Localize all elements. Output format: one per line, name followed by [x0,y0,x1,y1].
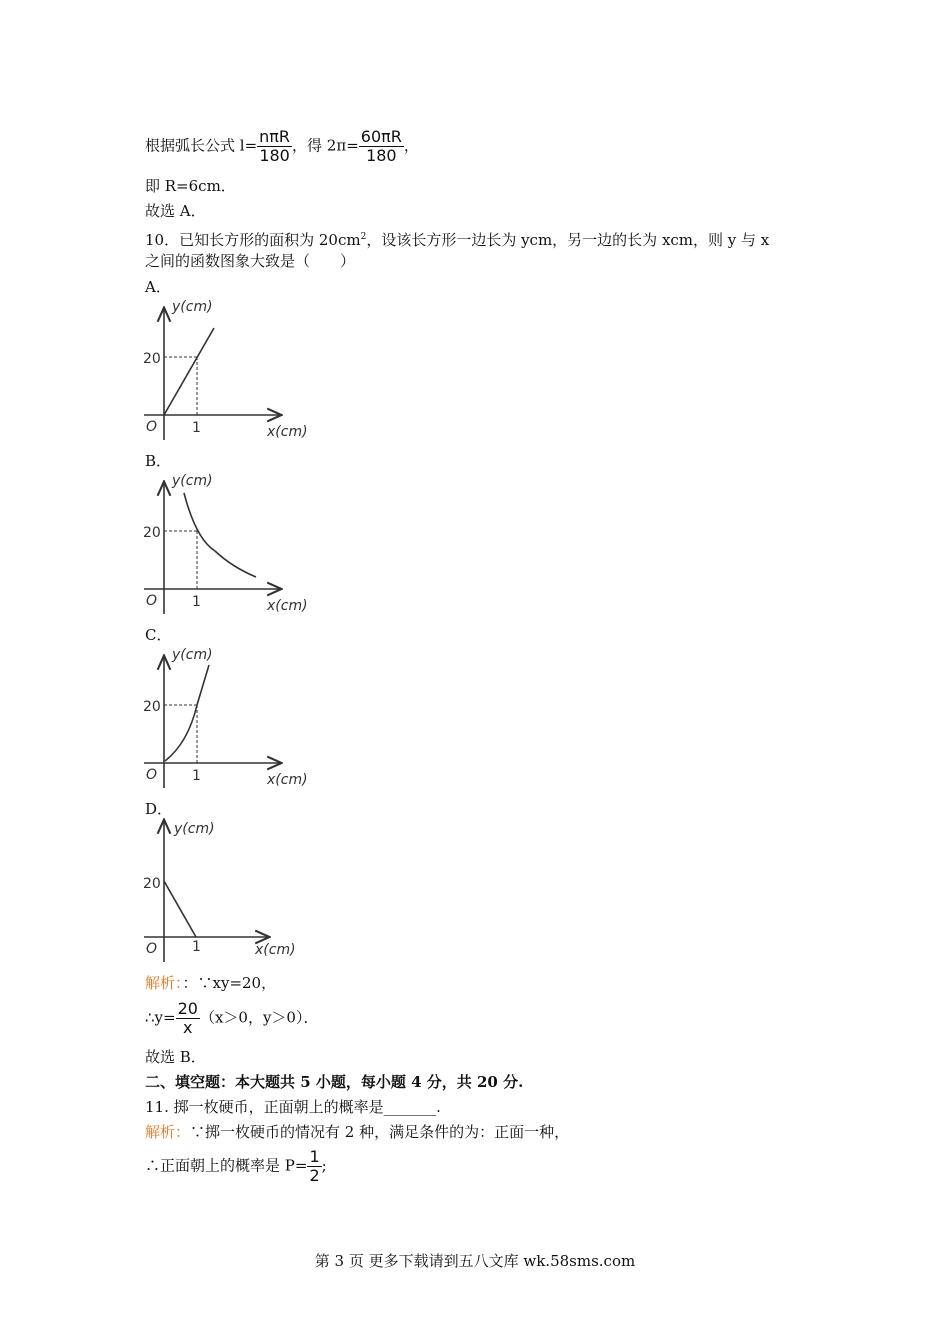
fraction-20-over-x: $\frac{20}{x}$ [177,999,198,1037]
question-11: 11. 掷一枚硬币，正面朝上的概率是_______. [145,1098,441,1116]
x-axis-label: x(cm) [267,424,308,440]
graph-line-d [164,881,196,937]
analysis-label: 解析： [145,1123,191,1141]
question-10-line2: 之间的函数图象大致是（ ） [145,252,356,270]
option-c-graph [140,643,320,797]
analysis-label: 解析： [145,974,183,992]
option-b-label: B． [145,452,172,470]
question-10-line1: 10．已知长方形的面积为 $20cm^2$，设该长方形一边长为 ycm，另一边的长为 xcm，则 y 与 x [145,231,770,249]
y-tick-20: 20 [143,351,161,367]
option-a-label: A． [145,278,171,296]
y-axis-label: y(cm) [172,299,213,315]
option-a-graph [140,295,320,449]
x-axis-label: x(cm) [267,772,308,788]
x-tick-1: 1 [192,420,201,436]
x-tick-1: 1 [192,939,201,955]
fraction-1-over-2: $\frac{1}{2}$ [309,1147,320,1185]
option-d-graph [140,817,320,971]
y-tick-20: 20 [143,876,161,892]
graph-curve-c [165,665,209,761]
y-axis-label: y(cm) [172,647,213,663]
analysis-10-line2: ∴y= $\frac{20}{x}$ （x＞0，y＞0）． [145,999,319,1037]
analysis-10-line1: 解析：：∵xy=20， [145,974,277,992]
fraction-n-pi-r: $\frac{\text{nπR}}{180}$ [259,127,291,165]
y-axis-label: y(cm) [172,473,213,489]
analysis-11-line2: ∴正面朝上的概率是 P= $\frac{1}{2}$ ; [145,1147,327,1185]
y-tick-20: 20 [143,699,161,715]
y-axis-label: y(cm) [174,821,215,837]
x-axis-label: x(cm) [267,598,308,614]
analysis-11-line1: 解析：∵掷一枚硬币的情况有 2 种，满足条件的为：正面一种， [145,1123,570,1141]
origin-label: O [146,419,158,435]
answer-b: 故选 B． [145,1048,206,1066]
x-tick-1: 1 [192,768,201,784]
x-tick-1: 1 [192,594,201,610]
x-axis-label: x(cm) [255,942,296,958]
graph-curve-b [184,493,256,577]
option-c-label: C． [145,626,172,644]
answer-a: 故选 A． [145,202,206,220]
option-b-graph [140,469,320,623]
option-d-label: D． [145,800,173,818]
page-footer: 第 3 页 更多下载请到五八文库 wk.58sms.com [314,1252,636,1270]
y-tick-20: 20 [143,525,161,541]
origin-label: O [146,941,158,957]
origin-label: O [146,767,158,783]
fraction-60-pi-r: $\frac{60\pi R}{180}$ [360,127,402,165]
graph-line-a [164,328,214,415]
origin-label: O [146,593,158,609]
section-2-heading: 二、填空题：本大题共 5 小题，每小题 4 分，共 20 分. [145,1073,524,1091]
arc-length-formula: 根据弧长公式 l= $\frac{\text{nπR}}{180}$ ，得 2π= $\frac{60\pi R}{180}$ ， [145,127,419,165]
radius-result: 即 R=6cm． [145,177,236,195]
